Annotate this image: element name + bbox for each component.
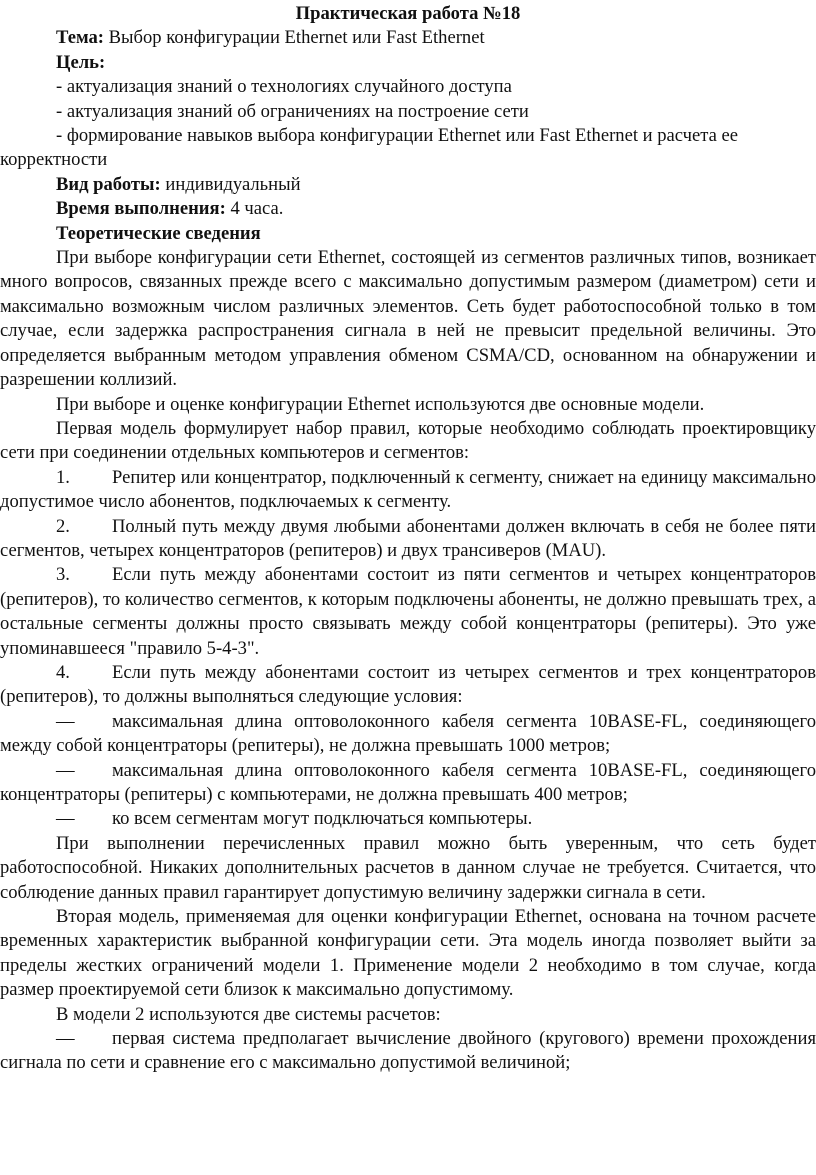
system-text: первая система предполагает вычисление двойного (кругового) времени прохождения сигнала по сети и сравнение его с максимально допустимой величиной;	[0, 1028, 816, 1074]
condition-item	[0, 807, 816, 831]
document-title: Практическая работа №18	[295, 3, 521, 24]
rule-number: 1.	[56, 466, 70, 488]
time-value: 4 часа.	[230, 198, 284, 220]
topic-label: Тема:	[56, 27, 104, 49]
topic-line	[0, 26, 816, 50]
rule-text: Полный путь между двумя любыми абонентами должен включать в себя не более пяти сегментов, четырех концентраторов (репитеров) и двух трансиверов (MAU).	[0, 515, 816, 561]
paragraph: При выполнении перечисленных правил можно быть уверенным, что сеть будет работоспособной. Никаких дополнительных расчетов в данном случае не требуется. Считается, что соблюдение данных правил гарантирует допустимую величину задержки сигнала в сети.	[0, 832, 816, 903]
rule-item	[0, 563, 816, 661]
goal-heading	[0, 51, 816, 75]
work-type-value: индивидуальный	[165, 173, 301, 195]
time-line	[0, 197, 816, 221]
dash-marker: —	[56, 808, 75, 830]
rule-item	[0, 515, 816, 564]
condition-text: максимальная длина оптоволоконного кабеля сегмента 10BASE-FL, соединяющего между собой концентраторы (репитеры), не должна превышать 1000 метров;	[0, 710, 816, 757]
theory-heading	[0, 222, 816, 246]
dash-marker: —	[56, 1028, 75, 1050]
rule-text: Если путь между абонентами состоит из пяти сегментов и четырех концентраторов (репитеров), то количество сегментов, к которым подключены абоненты, не должно превышать трех, а остальные сегменты должны просто связывать между собой концентраторы (репитеры). Это уже упоминавшееся "правило 5-4-3".	[0, 564, 816, 659]
rule-number: 3.	[56, 564, 70, 586]
goal-item: - формирование навыков выбора конфигурации Ethernet или Fast Ethernet и расчета ее корректности	[0, 125, 739, 171]
goal-item: - актуализация знаний о технологиях случайного доступа	[56, 76, 512, 98]
rule-item	[0, 466, 816, 515]
rule-text: Репитер или концентратор, подключенный к сегменту, снижает на единицу максимально допустимое число абонентов, подключаемых к сегменту.	[0, 466, 816, 513]
theory-heading-text: Теоретические сведения	[56, 222, 261, 244]
time-label: Время выполнения:	[56, 198, 226, 220]
rule-item	[0, 661, 816, 710]
condition-item	[0, 759, 816, 808]
dash-marker: —	[56, 759, 75, 781]
goal-label: Цель:	[56, 51, 106, 73]
work-type-label: Вид работы:	[56, 173, 161, 195]
system-item	[0, 1027, 816, 1076]
rule-text: Если путь между абонентами состоит из четырех сегментов и трех концентраторов (репитеров), то должны выполняться следующие условия:	[0, 661, 816, 708]
topic-value: Выбор конфигурации Ethernet или Fast Ethernet	[108, 27, 485, 49]
paragraph: Вторая модель, применяемая для оценки конфигурации Ethernet, основана на точном расчете временных характеристик выбранной конфигурации сети. Эта модель иногда позволяет выйти за пределы жестких ограничений модели 1. Применение модели 2 необходимо в том случае, когда размер проектируемой сети близок к максимально допустимому.	[0, 906, 816, 1001]
condition-text: ко всем сегментам могут подключаться компьютеры.	[112, 808, 533, 830]
paragraph: В модели 2 используются две системы расчетов:	[56, 1003, 441, 1025]
condition-text: максимальная длина оптоволоконного кабеля сегмента 10BASE-FL, соединяющего концентраторы (репитеры) с компьютерами, не должна превышать 400 метров;	[0, 759, 816, 805]
paragraph: При выборе конфигурации сети Ethernet, состоящей из сегментов различных типов, возникает много вопросов, связанных прежде всего с максимально допустимым размером (диаметром) сети и максимально возможным числом различных элементов. Сеть будет работоспособной только в том случае, если задержка распространения сигнала в ней не превысит предельной величины. Это определяется выбранным методом управления обменом CSMA/CD, основанном на обнаружении и разрешении коллизий.	[0, 247, 816, 391]
work-type-line	[0, 173, 816, 197]
goal-item: - актуализация знаний об ограничениях на построение сети	[56, 100, 529, 122]
dash-marker: —	[56, 710, 75, 732]
condition-item	[0, 710, 816, 759]
paragraph: При выборе и оценке конфигурации Ethernet используются две основные модели.	[56, 393, 705, 415]
rule-number: 2.	[56, 515, 70, 537]
rule-number: 4.	[56, 661, 70, 683]
paragraph: Первая модель формулирует набор правил, которые необходимо соблюдать проектировщику сети при соединении отдельных компьютеров и сегментов:	[0, 417, 816, 464]
